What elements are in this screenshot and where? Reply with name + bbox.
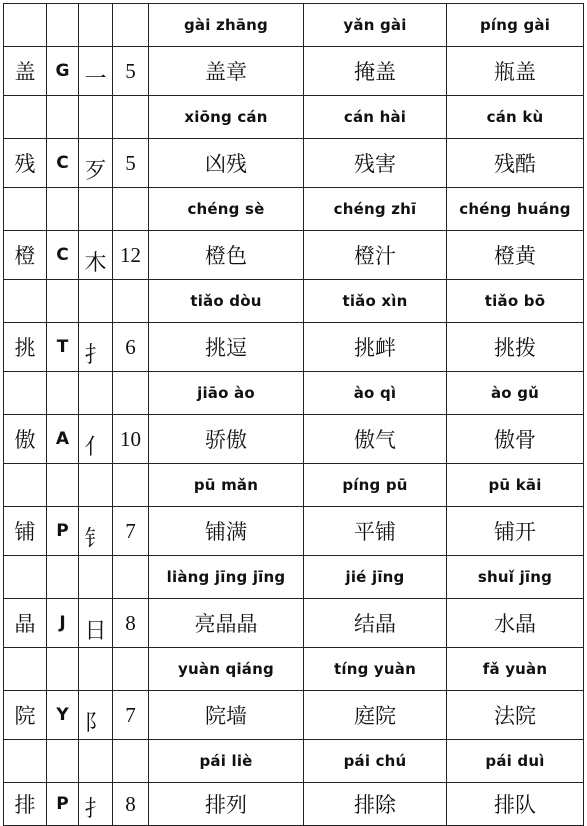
word-cell: 凶残: [149, 139, 304, 188]
initial-letter-cell: P: [47, 783, 79, 826]
word-cell: 结晶: [304, 599, 447, 648]
pinyin-row: [4, 280, 584, 323]
pinyin-cell: cán hài: [304, 96, 447, 139]
radical-cell: 亻: [79, 415, 113, 464]
empty-cell: [47, 556, 79, 599]
pinyin-cell: fǎ yuàn: [447, 648, 584, 691]
empty-cell: [47, 372, 79, 415]
initial-letter-cell: C: [47, 139, 79, 188]
initial-letter-cell: C: [47, 231, 79, 280]
empty-cell: [79, 464, 113, 507]
empty-cell: [79, 556, 113, 599]
empty-cell: [47, 4, 79, 47]
pinyin-cell: yuàn qiáng: [149, 648, 304, 691]
pinyin-cell: pū kāi: [447, 464, 584, 507]
empty-cell: [4, 96, 47, 139]
radical-cell: 扌: [79, 323, 113, 372]
pinyin-cell: gài zhāng: [149, 4, 304, 47]
empty-cell: [113, 372, 149, 415]
word-cell: 残害: [304, 139, 447, 188]
pinyin-cell: tiǎo xìn: [304, 280, 447, 323]
pinyin-row: [4, 648, 584, 691]
pinyin-cell: píng pū: [304, 464, 447, 507]
stroke-count-cell: 5: [113, 47, 149, 96]
radical-cell: 扌: [79, 783, 113, 826]
character-cell: 挑: [4, 323, 47, 372]
word-cell: 水晶: [447, 599, 584, 648]
character-row: [4, 47, 584, 96]
word-cell: 瓶盖: [447, 47, 584, 96]
pinyin-cell: pái liè: [149, 740, 304, 783]
word-cell: 法院: [447, 691, 584, 740]
character-cell: 残: [4, 139, 47, 188]
word-cell: 铺开: [447, 507, 584, 556]
stroke-count-cell: 12: [113, 231, 149, 280]
word-cell: 铺满: [149, 507, 304, 556]
stroke-count-cell: 7: [113, 691, 149, 740]
character-cell: 傲: [4, 415, 47, 464]
pinyin-cell: xiōng cán: [149, 96, 304, 139]
empty-cell: [79, 188, 113, 231]
table-body: [4, 4, 584, 826]
pinyin-row: [4, 4, 584, 47]
word-cell: 亮晶晶: [149, 599, 304, 648]
empty-cell: [79, 648, 113, 691]
pinyin-cell: píng gài: [447, 4, 584, 47]
pinyin-row: [4, 464, 584, 507]
empty-cell: [113, 188, 149, 231]
word-cell: 骄傲: [149, 415, 304, 464]
character-row: [4, 507, 584, 556]
empty-cell: [113, 648, 149, 691]
character-row: [4, 783, 584, 826]
radical-cell: 一: [79, 47, 113, 96]
pinyin-cell: pái duì: [447, 740, 584, 783]
word-cell: 庭院: [304, 691, 447, 740]
radical-cell: 钅: [79, 507, 113, 556]
empty-cell: [4, 648, 47, 691]
initial-letter-cell: G: [47, 47, 79, 96]
empty-cell: [47, 96, 79, 139]
stroke-count-cell: 7: [113, 507, 149, 556]
initial-letter-cell: A: [47, 415, 79, 464]
pinyin-cell: chéng zhī: [304, 188, 447, 231]
stroke-count-cell: 8: [113, 783, 149, 826]
word-cell: 残酷: [447, 139, 584, 188]
empty-cell: [79, 740, 113, 783]
character-row: [4, 691, 584, 740]
initial-letter-cell: P: [47, 507, 79, 556]
pinyin-cell: cán kù: [447, 96, 584, 139]
stroke-count-cell: 10: [113, 415, 149, 464]
empty-cell: [113, 280, 149, 323]
pinyin-cell: ào qì: [304, 372, 447, 415]
stroke-count-cell: 6: [113, 323, 149, 372]
empty-cell: [47, 188, 79, 231]
initial-letter-cell: T: [47, 323, 79, 372]
stroke-count-cell: 8: [113, 599, 149, 648]
empty-cell: [4, 280, 47, 323]
empty-cell: [4, 372, 47, 415]
empty-cell: [47, 740, 79, 783]
pinyin-cell: chéng huáng: [447, 188, 584, 231]
empty-cell: [79, 4, 113, 47]
pinyin-cell: tiǎo bō: [447, 280, 584, 323]
character-cell: 排: [4, 783, 47, 826]
word-cell: 挑拨: [447, 323, 584, 372]
word-cell: 排队: [447, 783, 584, 826]
pinyin-row: [4, 556, 584, 599]
character-cell: 盖: [4, 47, 47, 96]
empty-cell: [4, 4, 47, 47]
pinyin-row: [4, 740, 584, 783]
pinyin-row: [4, 372, 584, 415]
stroke-count-cell: 5: [113, 139, 149, 188]
character-row: [4, 139, 584, 188]
pinyin-cell: pū mǎn: [149, 464, 304, 507]
character-row: [4, 415, 584, 464]
character-word-table: [3, 3, 584, 826]
word-cell: 排除: [304, 783, 447, 826]
pinyin-cell: ào gǔ: [447, 372, 584, 415]
empty-cell: [4, 188, 47, 231]
pinyin-cell: jiāo ào: [149, 372, 304, 415]
character-row: [4, 599, 584, 648]
word-cell: 平铺: [304, 507, 447, 556]
empty-cell: [47, 648, 79, 691]
radical-cell: 木: [79, 231, 113, 280]
radical-cell: 阝: [79, 691, 113, 740]
empty-cell: [4, 464, 47, 507]
word-cell: 排列: [149, 783, 304, 826]
word-cell: 掩盖: [304, 47, 447, 96]
empty-cell: [79, 96, 113, 139]
pinyin-cell: tiǎo dòu: [149, 280, 304, 323]
pinyin-cell: pái chú: [304, 740, 447, 783]
radical-cell: 日: [79, 599, 113, 648]
character-row: [4, 323, 584, 372]
character-cell: 院: [4, 691, 47, 740]
word-cell: 橙黄: [447, 231, 584, 280]
character-cell: 铺: [4, 507, 47, 556]
pinyin-cell: shuǐ jīng: [447, 556, 584, 599]
initial-letter-cell: J: [47, 599, 79, 648]
empty-cell: [47, 280, 79, 323]
word-cell: 盖章: [149, 47, 304, 96]
character-cell: 橙: [4, 231, 47, 280]
pinyin-cell: yǎn gài: [304, 4, 447, 47]
empty-cell: [4, 740, 47, 783]
character-row: [4, 231, 584, 280]
empty-cell: [47, 464, 79, 507]
empty-cell: [113, 4, 149, 47]
initial-letter-cell: Y: [47, 691, 79, 740]
empty-cell: [113, 740, 149, 783]
radical-cell: 歹: [79, 139, 113, 188]
word-cell: 傲气: [304, 415, 447, 464]
pinyin-cell: chéng sè: [149, 188, 304, 231]
empty-cell: [79, 372, 113, 415]
pinyin-cell: tíng yuàn: [304, 648, 447, 691]
pinyin-row: [4, 188, 584, 231]
empty-cell: [113, 556, 149, 599]
empty-cell: [113, 464, 149, 507]
word-cell: 挑逗: [149, 323, 304, 372]
word-cell: 挑衅: [304, 323, 447, 372]
empty-cell: [79, 280, 113, 323]
word-cell: 院墙: [149, 691, 304, 740]
pinyin-cell: liàng jīng jīng: [149, 556, 304, 599]
pinyin-row: [4, 96, 584, 139]
word-cell: 傲骨: [447, 415, 584, 464]
character-cell: 晶: [4, 599, 47, 648]
word-cell: 橙色: [149, 231, 304, 280]
empty-cell: [4, 556, 47, 599]
pinyin-cell: jié jīng: [304, 556, 447, 599]
empty-cell: [113, 96, 149, 139]
word-cell: 橙汁: [304, 231, 447, 280]
